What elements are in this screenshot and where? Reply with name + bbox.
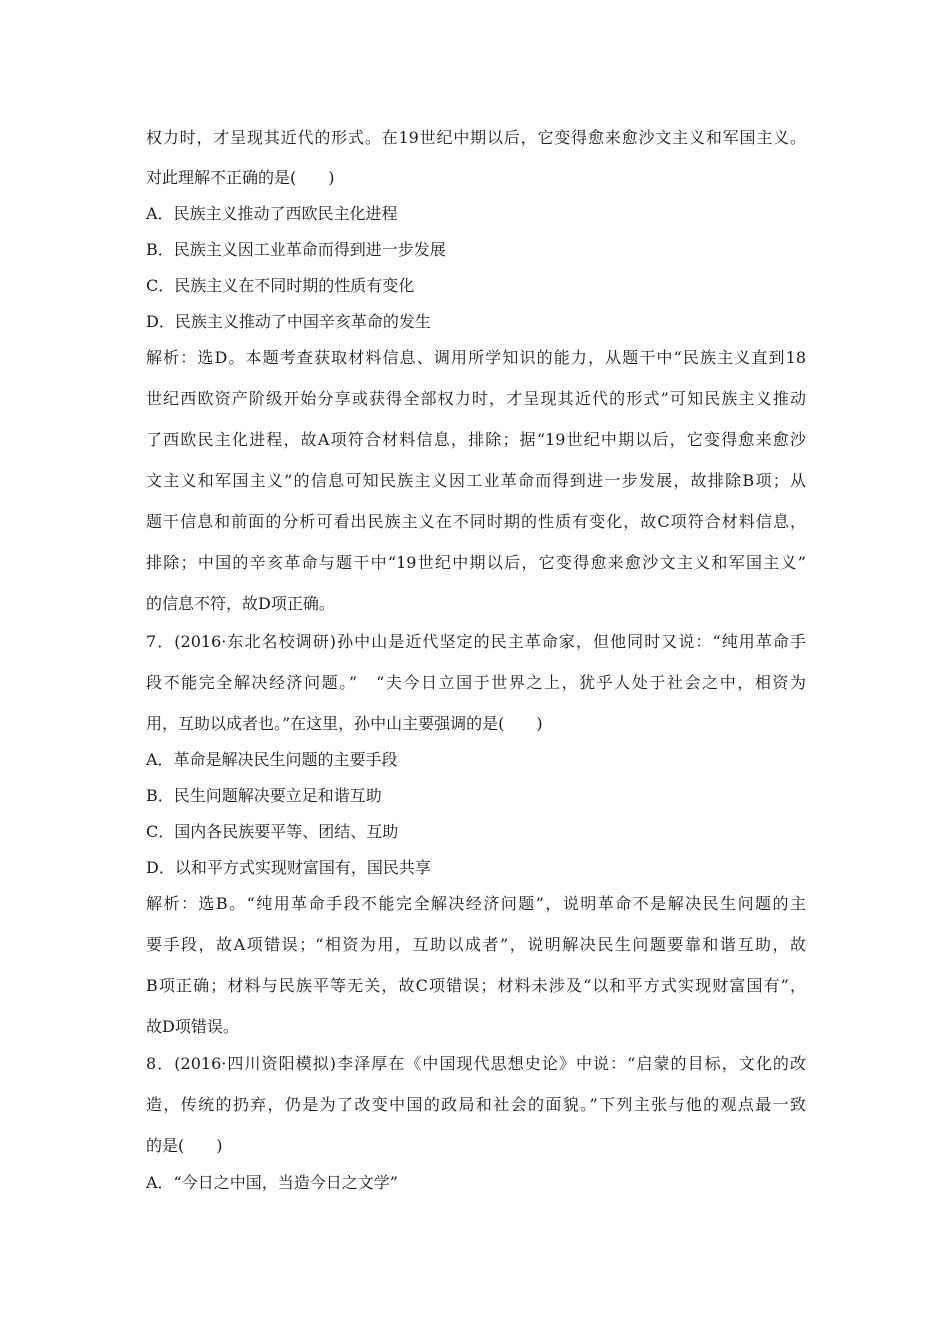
option-b: B．民族主义因工业革命而得到进一步发展 (146, 240, 446, 259)
analysis-line: 要手段，故A项错误；“相资为用，互助以成者”，说明解决民生问题要靠和谐互助，故 (146, 935, 806, 954)
option-d: D．民族主义推动了中国辛亥革命的发生 (146, 312, 431, 331)
analysis-line: 题干信息和前面的分析可看出民族主义在不同时期的性质有变化，故C项符合材料信息， (146, 512, 806, 531)
question-7-line: 用，互助以成者也。”在这里，孙中山主要强调的是( ) (146, 714, 543, 733)
analysis-line: 解析：选B。“纯用革命手段不能完全解决经济问题”，说明革命不是解决民生问题的主 (146, 894, 806, 913)
option-a: A．“今日之中国，当造今日之文学” (146, 1173, 398, 1192)
option-a: A．革命是解决民生问题的主要手段 (146, 750, 398, 769)
option-b: B．民生问题解决要立足和谐互助 (146, 786, 382, 805)
option-c: C．国内各民族要平等、团结、互助 (146, 822, 399, 841)
question-7-line: 段不能完全解决经济问题。” “夫今日立国于世界之上，犹乎人处于社会之中，相资为 (146, 673, 806, 692)
analysis-line: 世纪西欧资产阶级开始分享或获得全部权力时，才呈现其近代的形式”可知民族主义推动 (146, 389, 806, 408)
analysis-line: 的信息不符，故D项正确。 (146, 594, 335, 613)
question-7-line: 7．(2016·东北名校调研)孙中山是近代坚定的民主革命家，但他同时又说：“纯用革命手 (146, 632, 806, 651)
option-c: C．民族主义在不同时期的性质有变化 (146, 276, 415, 295)
analysis-line: 文主义和军国主义”的信息可知民族主义因工业革命而得到进一步发展，故排除B项；从 (146, 471, 806, 490)
analysis-line: 解析：选D。本题考查获取材料信息、调用所学知识的能力，从题干中“民族主义直到18 (146, 348, 806, 367)
analysis-line: 故D项错误。 (146, 1017, 239, 1036)
question-8-line: 的是( ) (146, 1136, 223, 1155)
question-8-line: 造，传统的扔弃，仍是为了改变中国的政局和社会的面貌。”下列主张与他的观点最一致 (146, 1095, 806, 1114)
analysis-line: 排除；中国的辛亥革命与题干中“19世纪中期以后，它变得愈来愈沙文主义和军国主义” (146, 553, 806, 572)
analysis-line: 了西欧民主化进程，故A项符合材料信息，排除；据“19世纪中期以后，它变得愈来愈沙 (146, 430, 806, 449)
question-8-line: 8．(2016·四川资阳模拟)李泽厚在《中国现代思想史论》中说：“启蒙的目标，文化的改 (146, 1054, 806, 1073)
question-stem-line: 对此理解不正确的是( ) (146, 168, 335, 187)
analysis-line: B项正确；材料与民族平等无关，故C项错误；材料未涉及“以和平方式实现财富国有”， (146, 976, 806, 995)
text-line: 权力时，才呈现其近代的形式。在19世纪中期以后，它变得愈来愈沙文主义和军国主义。 (146, 128, 806, 147)
option-d: D．以和平方式实现财富国有，国民共享 (146, 858, 431, 877)
option-a: A．民族主义推动了西欧民主化进程 (146, 204, 398, 223)
